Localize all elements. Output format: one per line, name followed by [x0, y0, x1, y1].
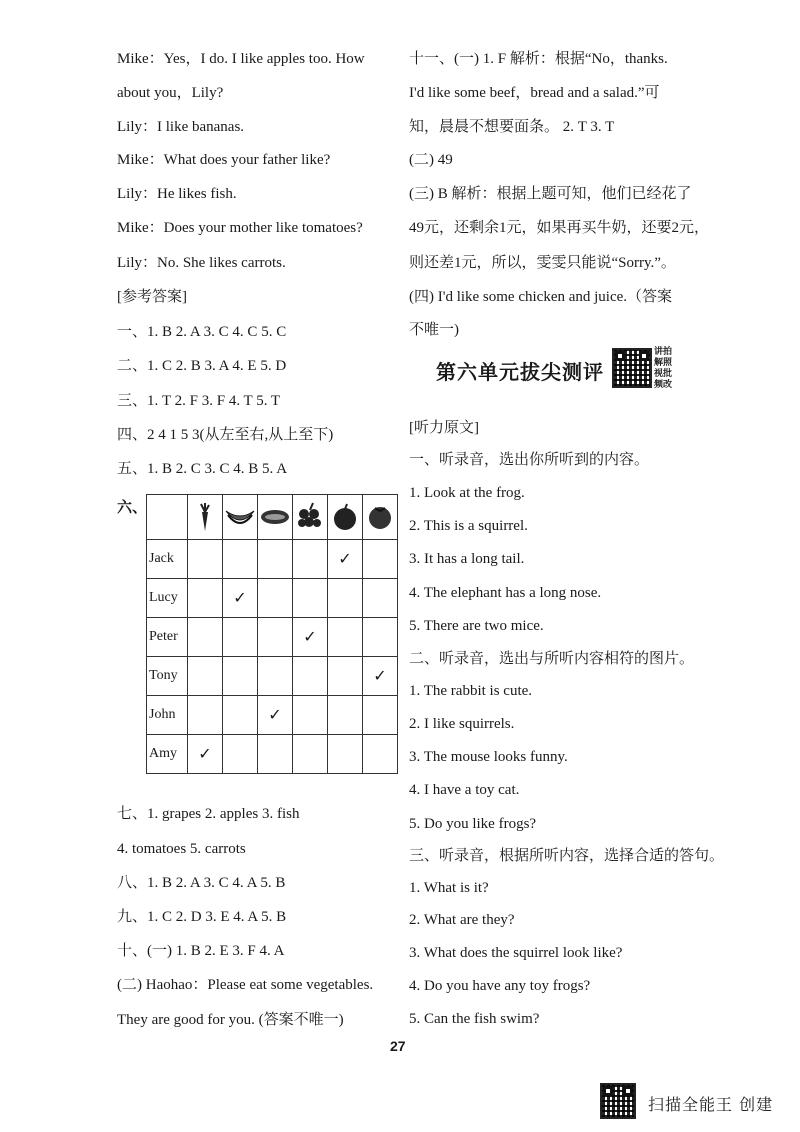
right-line: 2. This is a squirrel.	[409, 518, 528, 534]
right-line: 十一、(一) 1. F 解析：根据“No，thanks.	[409, 51, 668, 67]
table-cell	[258, 540, 293, 579]
table-corner	[147, 495, 188, 540]
left-line: about you，Lily?	[117, 85, 224, 101]
banana-icon	[223, 495, 258, 540]
left-line: 七、1. grapes 2. apples 3. fish	[117, 806, 300, 822]
table-cell	[258, 579, 293, 618]
unit-title: 第六单元拔尖测评	[436, 360, 604, 384]
left-line: 十、(一) 1. B 2. E 3. F 4. A	[117, 943, 285, 959]
table-cell	[188, 618, 223, 657]
table-cell	[258, 735, 293, 774]
table-cell	[293, 618, 328, 657]
right-line: I'd like some beef，bread and a salad.”可	[409, 85, 660, 101]
right-line: 5. Do you like frogs?	[409, 816, 537, 832]
table-cell	[258, 618, 293, 657]
table-row	[147, 657, 398, 696]
right-line: 4. The elephant has a long nose.	[409, 585, 602, 601]
table-row	[147, 579, 398, 618]
qr-caption: 讲拍解照视批频改	[654, 347, 673, 390]
right-line: 2. What are they?	[409, 912, 515, 928]
table-cell	[188, 540, 223, 579]
table-cell	[223, 657, 258, 696]
table-cell	[328, 540, 363, 579]
apple-icon	[328, 495, 363, 540]
table-row	[147, 618, 398, 657]
tomato-icon	[363, 495, 398, 540]
left-line: 4. tomatoes 5. carrots	[117, 841, 246, 857]
check-mark: ✓	[198, 746, 212, 763]
table-cell	[223, 579, 258, 618]
left-line: Lily：I like bananas.	[117, 119, 245, 135]
right-line: 1. Look at the frog.	[409, 485, 525, 501]
left-line: They are good for you. (答案不唯一)	[117, 1012, 344, 1028]
table-cell	[328, 657, 363, 696]
left-line: (二) Haohao：Please eat some vegetables.	[117, 977, 374, 993]
right-line: 3. The mouse looks funny.	[409, 749, 568, 765]
left-line: [参考答案]	[117, 289, 187, 305]
right-line: 3. What does the squirrel look like?	[409, 945, 623, 961]
food-preference-table	[146, 494, 398, 774]
right-line: (四) I'd like some chicken and juice.（答案	[409, 289, 673, 305]
right-line: 3. It has a long tail.	[409, 551, 525, 567]
check-mark: ✓	[303, 629, 317, 646]
left-line: Lily：No. She likes carrots.	[117, 255, 286, 271]
table-cell	[363, 657, 398, 696]
row-name: Peter	[147, 618, 188, 657]
right-line: 三、听录音，根据所听内容，选择合适的答句。	[409, 848, 725, 864]
page-number: 27	[390, 1038, 406, 1054]
table-cell	[293, 540, 328, 579]
check-mark: ✓	[338, 551, 352, 568]
left-line: 九、1. C 2. D 3. E 4. A 5. B	[117, 909, 287, 925]
left-line: Mike：Yes，I do. I like apples too. How	[117, 51, 365, 67]
table-cell	[328, 696, 363, 735]
table-cell	[188, 657, 223, 696]
row-name: Tony	[147, 657, 188, 696]
section-six-label: 六、	[117, 500, 148, 516]
table-cell	[258, 696, 293, 735]
qr-code-icon	[612, 348, 652, 388]
right-line: 则还差1元，所以，雯雯只能说“Sorry.”。	[409, 255, 676, 271]
left-line: Mike：What does your father like?	[117, 152, 331, 168]
right-line: 不唯一)	[409, 322, 459, 338]
check-mark: ✓	[233, 590, 247, 607]
right-line: 4. Do you have any toy frogs?	[409, 978, 591, 994]
table-cell	[188, 579, 223, 618]
row-name: Jack	[147, 540, 188, 579]
table-row	[147, 696, 398, 735]
table-cell	[223, 735, 258, 774]
left-line: 五、1. B 2. C 3. C 4. B 5. A	[117, 461, 288, 477]
right-line: 2. I like squirrels.	[409, 716, 515, 732]
left-line: 三、1. T 2. F 3. F 4. T 5. T	[117, 393, 281, 409]
table-row	[147, 540, 398, 579]
watermark-text: 扫描全能王 创建	[648, 1095, 774, 1114]
check-mark: ✓	[268, 707, 282, 724]
left-line: Lily：He likes fish.	[117, 186, 237, 202]
table-cell	[293, 696, 328, 735]
table-cell	[223, 618, 258, 657]
table-cell	[188, 696, 223, 735]
left-line: Mike：Does your mother like tomatoes?	[117, 220, 363, 236]
table-cell	[293, 579, 328, 618]
table-cell	[363, 579, 398, 618]
row-name: John	[147, 696, 188, 735]
right-line: (二) 49	[409, 152, 453, 168]
left-line: 四、2 4 1 5 3(从左至右,从上至下)	[117, 427, 334, 443]
right-line: 1. What is it?	[409, 880, 489, 896]
table-cell	[328, 735, 363, 774]
watermark-qr-icon	[600, 1083, 636, 1119]
table-cell	[223, 696, 258, 735]
right-line: (三) B 解析：根据上题可知，他们已经花了	[409, 186, 692, 202]
table-cell	[363, 735, 398, 774]
left-line: 八、1. B 2. A 3. C 4. A 5. B	[117, 875, 286, 891]
right-line: 5. Can the fish swim?	[409, 1011, 540, 1027]
table-cell	[363, 540, 398, 579]
right-line: 5. There are two mice.	[409, 618, 544, 634]
right-line: 49元，还剩余1元，如果再买牛奶，还要2元，	[409, 220, 710, 236]
right-line: [听力原文]	[409, 420, 479, 436]
right-line: 4. I have a toy cat.	[409, 782, 520, 798]
left-line: 一、1. B 2. A 3. C 4. C 5. C	[117, 324, 287, 340]
table-cell	[188, 735, 223, 774]
fish-icon	[258, 495, 293, 540]
table-cell	[363, 618, 398, 657]
table-cell	[328, 579, 363, 618]
right-line: 二、听录音，选出与所听内容相符的图片。	[409, 651, 695, 667]
table-row	[147, 735, 398, 774]
table-cell	[293, 735, 328, 774]
table-cell	[328, 618, 363, 657]
row-name: Lucy	[147, 579, 188, 618]
check-mark: ✓	[373, 668, 387, 685]
table-cell	[223, 540, 258, 579]
right-line: 一、听录音，选出你所听到的内容。	[409, 452, 650, 468]
grapes-icon	[293, 495, 328, 540]
row-name: Amy	[147, 735, 188, 774]
right-line: 知，晨晨不想要面条。 2. T 3. T	[409, 119, 615, 135]
carrot-icon	[188, 495, 223, 540]
left-line: 二、1. C 2. B 3. A 4. E 5. D	[117, 358, 287, 374]
table-cell	[258, 657, 293, 696]
table-cell	[293, 657, 328, 696]
table-cell	[363, 696, 398, 735]
right-line: 1. The rabbit is cute.	[409, 683, 533, 699]
